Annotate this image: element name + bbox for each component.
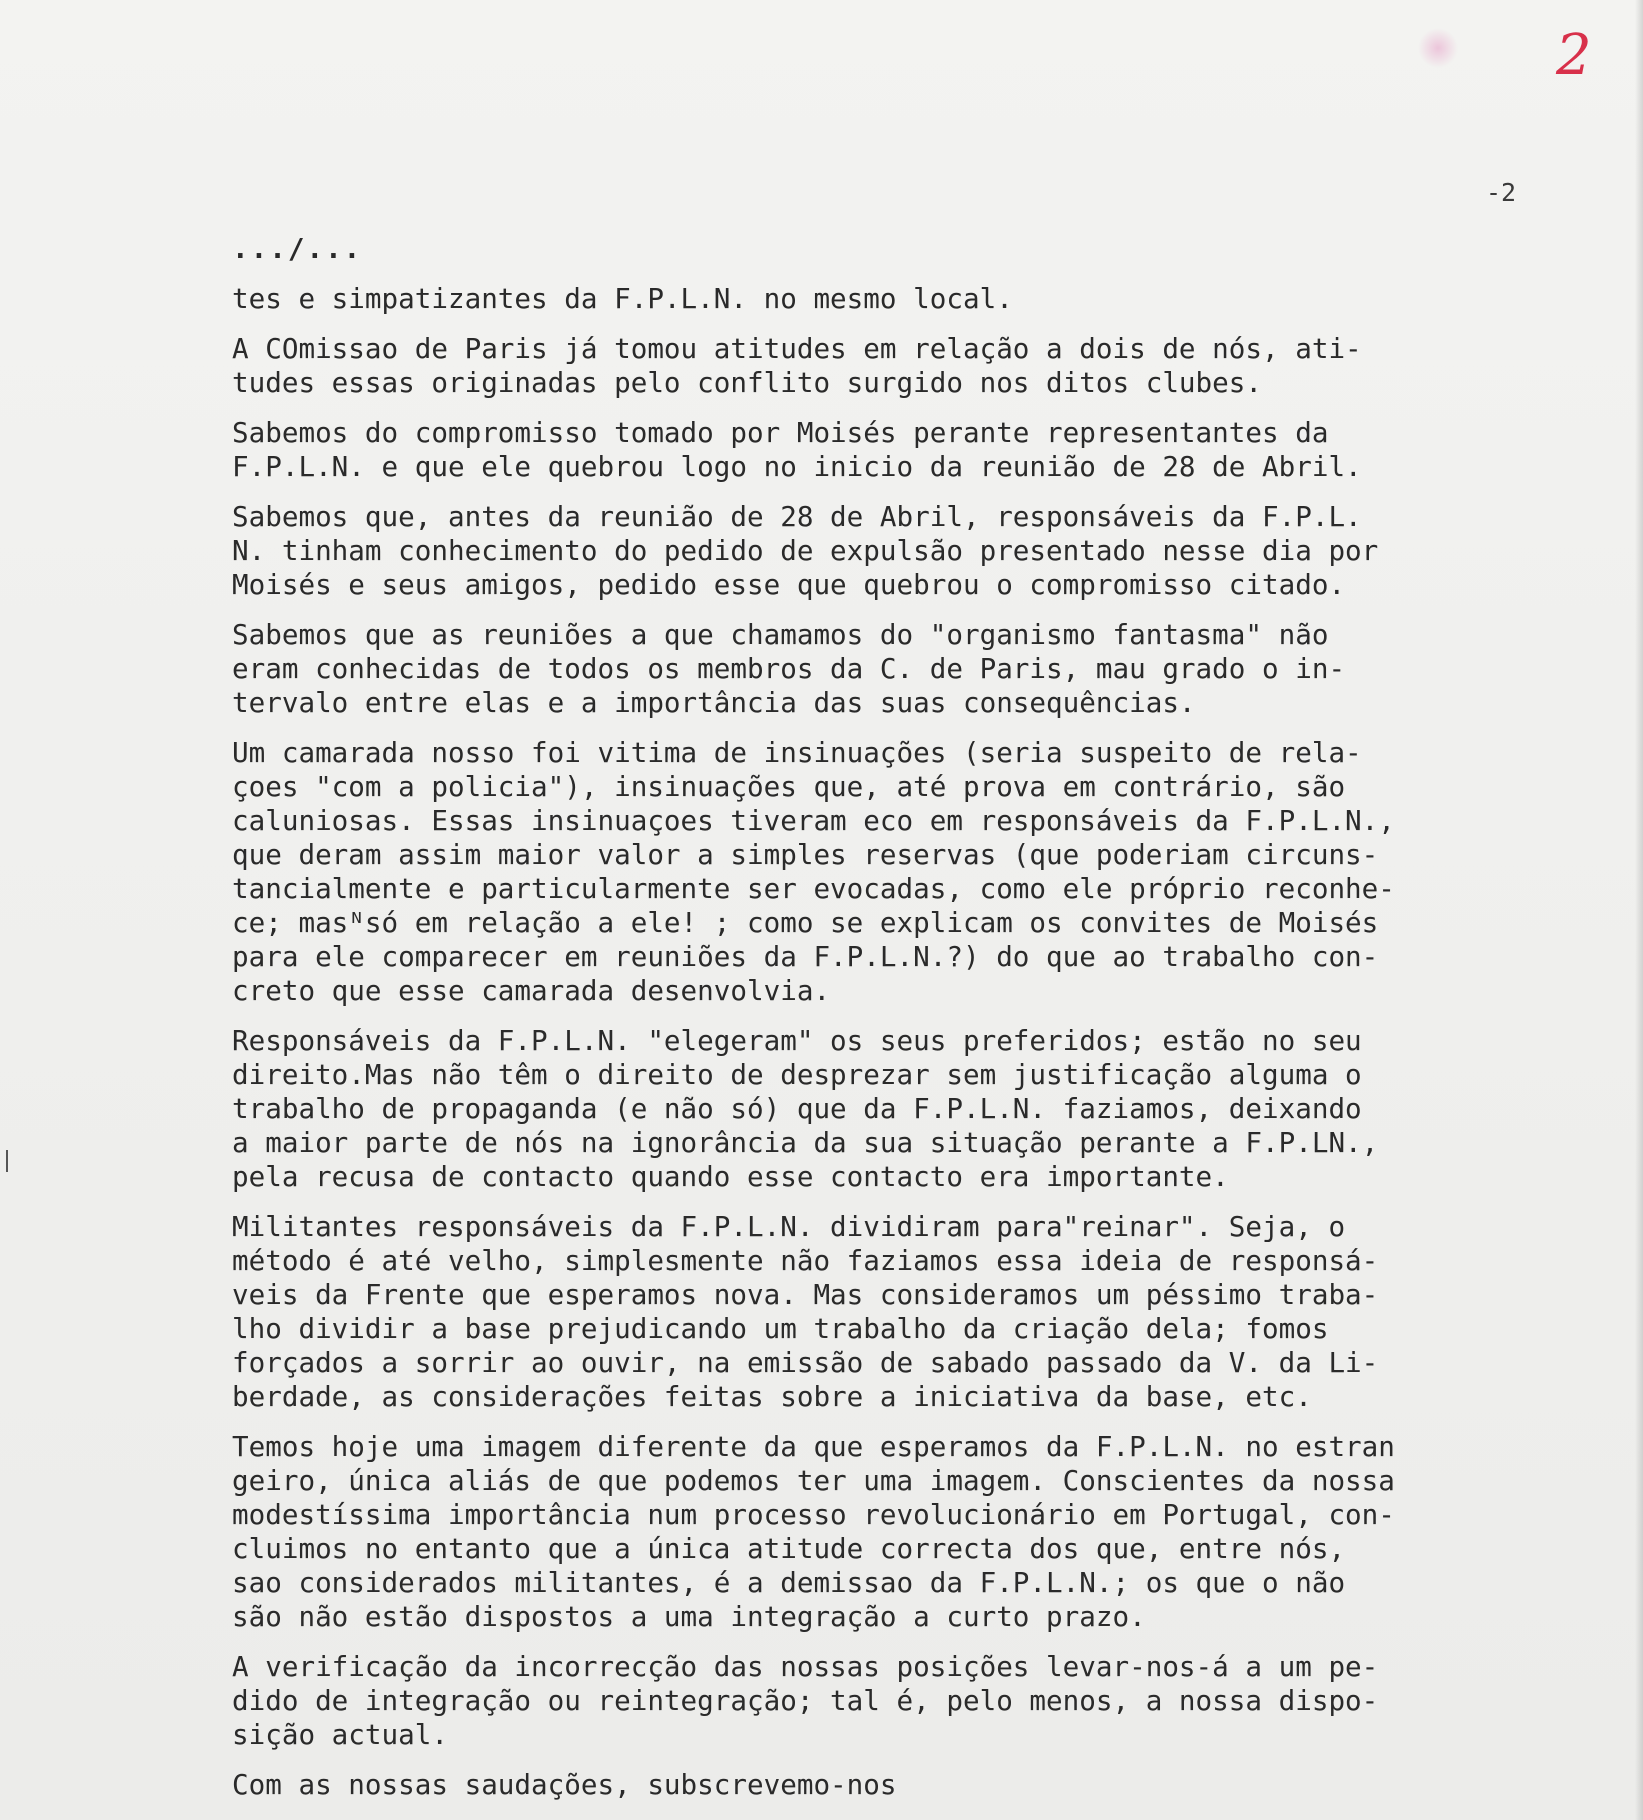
text-line: Sabemos que, antes da reunião de 28 de Abril, responsáveis da F.P.L.: [232, 500, 1362, 533]
text-line: creto que esse camarada desenvolvia.: [232, 974, 831, 1007]
paragraph: [232, 1210, 1592, 1414]
text-line: dido de integração ou reintegração; tal é, pelo menos, a nossa dispo-: [232, 1684, 1379, 1717]
text-line: modestíssima importância num processo revolucionário em Portugal, con-: [232, 1498, 1395, 1531]
text-line: ce; masᴺsó em relação a ele! ; como se explicam os convites de Moisés: [232, 906, 1379, 939]
text-line: lho dividir a base prejudicando um trabalho da criação dela; fomos: [232, 1312, 1329, 1345]
letter-body: [232, 232, 1592, 1802]
text-line: Um camarada nosso foi vitima de insinuações (seria suspeito de rela-: [232, 736, 1362, 769]
text-line: método é até velho, simplesmente não faziamos essa ideia de responsá-: [232, 1244, 1379, 1277]
text-line: tancialmente e particularmente ser evocadas, como ele próprio reconhe-: [232, 872, 1395, 905]
text-line: A COmissao de Paris já tomou atitudes em relação a dois de nós, ati-: [232, 332, 1362, 365]
page-edge-shadow: [1635, 0, 1643, 1820]
paragraph: [232, 1650, 1592, 1752]
text-line: tervalo entre elas e a importância das suas consequências.: [232, 686, 1196, 719]
text-line: direito.Mas não têm o direito de desprezar sem justificação alguma o: [232, 1058, 1362, 1091]
text-line: N. tinham conhecimento do pedido de expulsão presentado nesse dia por: [232, 534, 1379, 567]
text-line: F.P.L.N. e que ele quebrou logo no inicio da reunião de 28 de Abril.: [232, 450, 1362, 483]
paragraph: [232, 282, 1592, 316]
paragraph: [232, 1024, 1592, 1194]
continuation-mark: .../...: [232, 232, 363, 265]
text-line: Com as nossas saudações, subscrevemo-nos: [232, 1768, 897, 1801]
text-line: caluniosas. Essas insinuaçoes tiveram eco em responsáveis da F.P.L.N.,: [232, 804, 1395, 837]
text-line: a maior parte de nós na ignorância da sua situação perante a F.P.LN.,: [232, 1126, 1379, 1159]
text-line: veis da Frente que esperamos nova. Mas consideramos um péssimo traba-: [232, 1278, 1379, 1311]
ink-smudge: [1418, 28, 1458, 68]
paragraph: [232, 332, 1592, 400]
page-number: -2: [1486, 178, 1517, 207]
paragraph: [232, 500, 1592, 602]
text-line: berdade, as considerações feitas sobre a iniciativa da base, etc.: [232, 1380, 1312, 1413]
text-line: pela recusa de contacto quando esse contacto era importante.: [232, 1160, 1229, 1193]
text-line: çoes "com a policia"), insinuações que, até prova em contrário, são: [232, 770, 1346, 803]
text-line: que deram assim maior valor a simples reservas (que poderiam circuns-: [232, 838, 1379, 871]
text-line: A verificação da incorrecção das nossas posições levar-nos-á a um pe-: [232, 1650, 1379, 1683]
paragraph: [232, 618, 1592, 720]
text-line: Temos hoje uma imagem diferente da que esperamos da F.P.L.N. no estran: [232, 1430, 1395, 1463]
text-line: tudes essas originadas pelo conflito surgido nos ditos clubes.: [232, 366, 1262, 399]
paragraph: [232, 1430, 1592, 1634]
text-line: eram conhecidas de todos os membros da C. de Paris, mau grado o in-: [232, 652, 1346, 685]
text-line: Militantes responsáveis da F.P.L.N. dividiram para"reinar". Seja, o: [232, 1210, 1346, 1243]
paragraph: [232, 416, 1592, 484]
text-line: trabalho de propaganda (e não só) que da F.P.L.N. faziamos, deixando: [232, 1092, 1362, 1125]
text-line: cluimos no entanto que a única atitude correcta dos que, entre nós,: [232, 1532, 1346, 1565]
text-line: Responsáveis da F.P.L.N. "elegeram" os seus preferidos; estão no seu: [232, 1024, 1362, 1057]
text-line: Moisés e seus amigos, pedido esse que quebrou o compromisso citado.: [232, 568, 1346, 601]
text-line: sição actual.: [232, 1718, 448, 1751]
paragraph: [232, 736, 1592, 1008]
text-line: tes e simpatizantes da F.P.L.N. no mesmo local.: [232, 282, 1013, 315]
paragraph-list: [232, 282, 1592, 1802]
paragraph: [232, 1768, 1592, 1802]
text-line: forçados a sorrir ao ouvir, na emissão de sabado passado da V. da Li-: [232, 1346, 1379, 1379]
text-line: para ele comparecer em reuniões da F.P.L.N.?) do que ao trabalho con-: [232, 940, 1379, 973]
text-line: sao considerados militantes, é a demissao da F.P.L.N.; os que o não: [232, 1566, 1346, 1599]
text-line: Sabemos do compromisso tomado por Moisés perante representantes da: [232, 416, 1329, 449]
text-line: são não estão dispostos a uma integração a curto prazo.: [232, 1600, 1146, 1633]
text-line: Sabemos que as reuniões a que chamamos do "organismo fantasma" não: [232, 618, 1329, 651]
margin-mark: [6, 1150, 8, 1172]
text-line: geiro, única aliás de que podemos ter uma imagem. Conscientes da nossa: [232, 1464, 1395, 1497]
handwritten-folio-number: 2: [1556, 23, 1592, 88]
